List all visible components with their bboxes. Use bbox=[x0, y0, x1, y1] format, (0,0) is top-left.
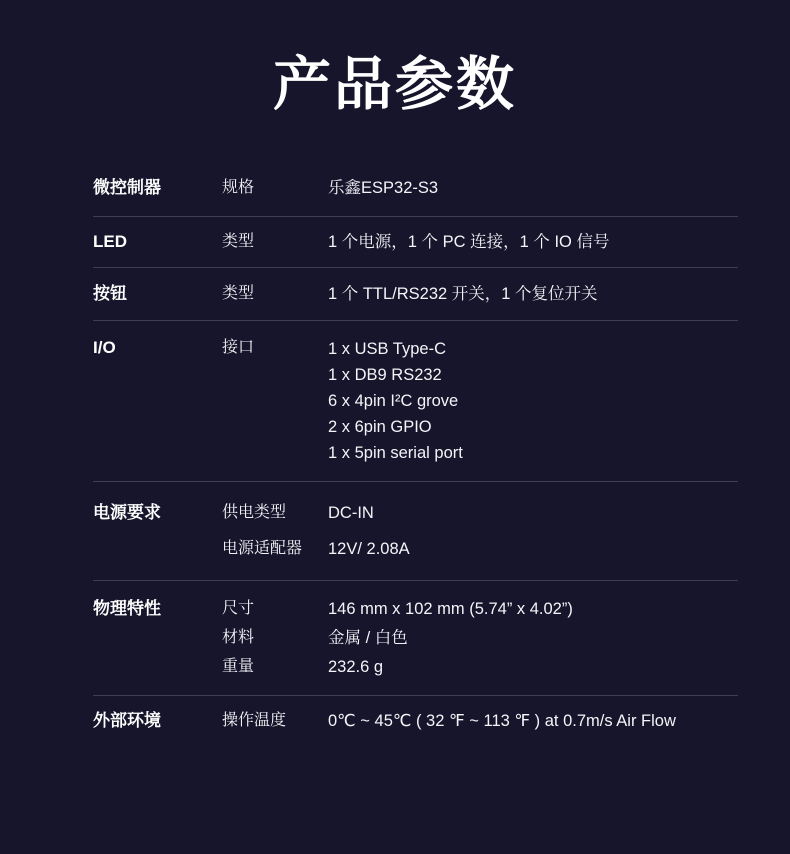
spec-values bbox=[328, 655, 738, 679]
spec-values bbox=[328, 176, 738, 200]
spec-category-label: 物理特性 bbox=[93, 599, 161, 618]
spec-entry bbox=[222, 336, 738, 466]
spec-entry bbox=[222, 597, 738, 621]
spec-entry bbox=[222, 176, 738, 200]
spec-row-microcontroller bbox=[93, 160, 738, 217]
spec-attribute-label: 材料 bbox=[222, 629, 255, 646]
spec-attribute-label: 类型 bbox=[222, 285, 255, 302]
spec-attribute-label: 类型 bbox=[222, 233, 255, 250]
spec-values bbox=[328, 501, 738, 525]
spec-value-line: DC-IN bbox=[328, 504, 374, 522]
spec-entries bbox=[222, 709, 738, 733]
spec-values bbox=[328, 230, 738, 254]
spec-values bbox=[328, 626, 738, 650]
spec-entry bbox=[222, 282, 738, 306]
spec-category-label: 微控制器 bbox=[93, 178, 161, 197]
spec-row-power bbox=[93, 482, 738, 581]
spec-entries bbox=[222, 597, 738, 679]
spec-table bbox=[93, 160, 738, 746]
spec-value-line: 金属 / 白色 bbox=[328, 629, 408, 647]
spec-entry bbox=[222, 626, 738, 650]
spec-row-button bbox=[93, 268, 738, 321]
spec-value-line: 2 x 6pin GPIO bbox=[328, 418, 432, 436]
spec-category-label: 外部环境 bbox=[93, 711, 161, 730]
spec-category-label: 电源要求 bbox=[93, 503, 161, 522]
spec-row-led bbox=[93, 217, 738, 268]
spec-value-line: 6 x 4pin I²C grove bbox=[328, 392, 459, 410]
spec-entry bbox=[222, 501, 738, 525]
spec-entries bbox=[222, 336, 738, 466]
spec-value-line: 1 个电源，1 个 PC 连接，1 个 IO 信号 bbox=[328, 233, 610, 251]
spec-row-physical bbox=[93, 581, 738, 696]
spec-attribute-label: 接口 bbox=[222, 339, 255, 356]
spec-values bbox=[328, 709, 738, 733]
spec-values bbox=[328, 537, 738, 561]
spec-entry bbox=[222, 230, 738, 254]
spec-entries bbox=[222, 282, 738, 306]
spec-value-line: 1 x DB9 RS232 bbox=[328, 366, 442, 384]
spec-value-line: 1 x USB Type-C bbox=[328, 340, 446, 358]
spec-value-line: 232.6 g bbox=[328, 658, 384, 676]
spec-value-line: 0℃ ~ 45℃ ( 32 ℉ ~ 113 ℉ ) at 0.7m/s Air Flow bbox=[328, 712, 676, 730]
spec-attribute-label: 尺寸 bbox=[222, 600, 255, 617]
spec-category-label: I/O bbox=[93, 338, 116, 357]
spec-row-io bbox=[93, 321, 738, 482]
spec-attribute-label: 操作温度 bbox=[222, 712, 287, 729]
spec-attribute-label: 供电类型 bbox=[222, 504, 287, 521]
spec-entries bbox=[222, 230, 738, 254]
spec-attribute-label: 规格 bbox=[222, 179, 255, 196]
spec-attribute-label: 电源适配器 bbox=[222, 540, 303, 557]
spec-category-label: LED bbox=[93, 232, 127, 251]
spec-value-line: 12V/ 2.08A bbox=[328, 540, 410, 558]
spec-attribute-label: 重量 bbox=[222, 658, 255, 675]
spec-row-environment bbox=[93, 696, 738, 746]
spec-values bbox=[328, 597, 738, 621]
spec-entries bbox=[222, 176, 738, 200]
page-title: 产品参数 bbox=[272, 52, 517, 117]
spec-values bbox=[328, 336, 738, 466]
spec-value-line: 1 x 5pin serial port bbox=[328, 444, 463, 462]
spec-category-label: 按钮 bbox=[93, 284, 127, 303]
spec-entry bbox=[222, 655, 738, 679]
spec-value-line: 乐鑫ESP32-S3 bbox=[328, 179, 439, 197]
spec-entries bbox=[222, 501, 738, 561]
spec-entry bbox=[222, 537, 738, 561]
spec-value-line: 146 mm x 102 mm (5.74” x 4.02”) bbox=[328, 600, 573, 618]
spec-values bbox=[328, 282, 738, 306]
spec-value-line: 1 个 TTL/RS232 开关，1 个复位开关 bbox=[328, 285, 598, 303]
spec-entry bbox=[222, 709, 738, 733]
